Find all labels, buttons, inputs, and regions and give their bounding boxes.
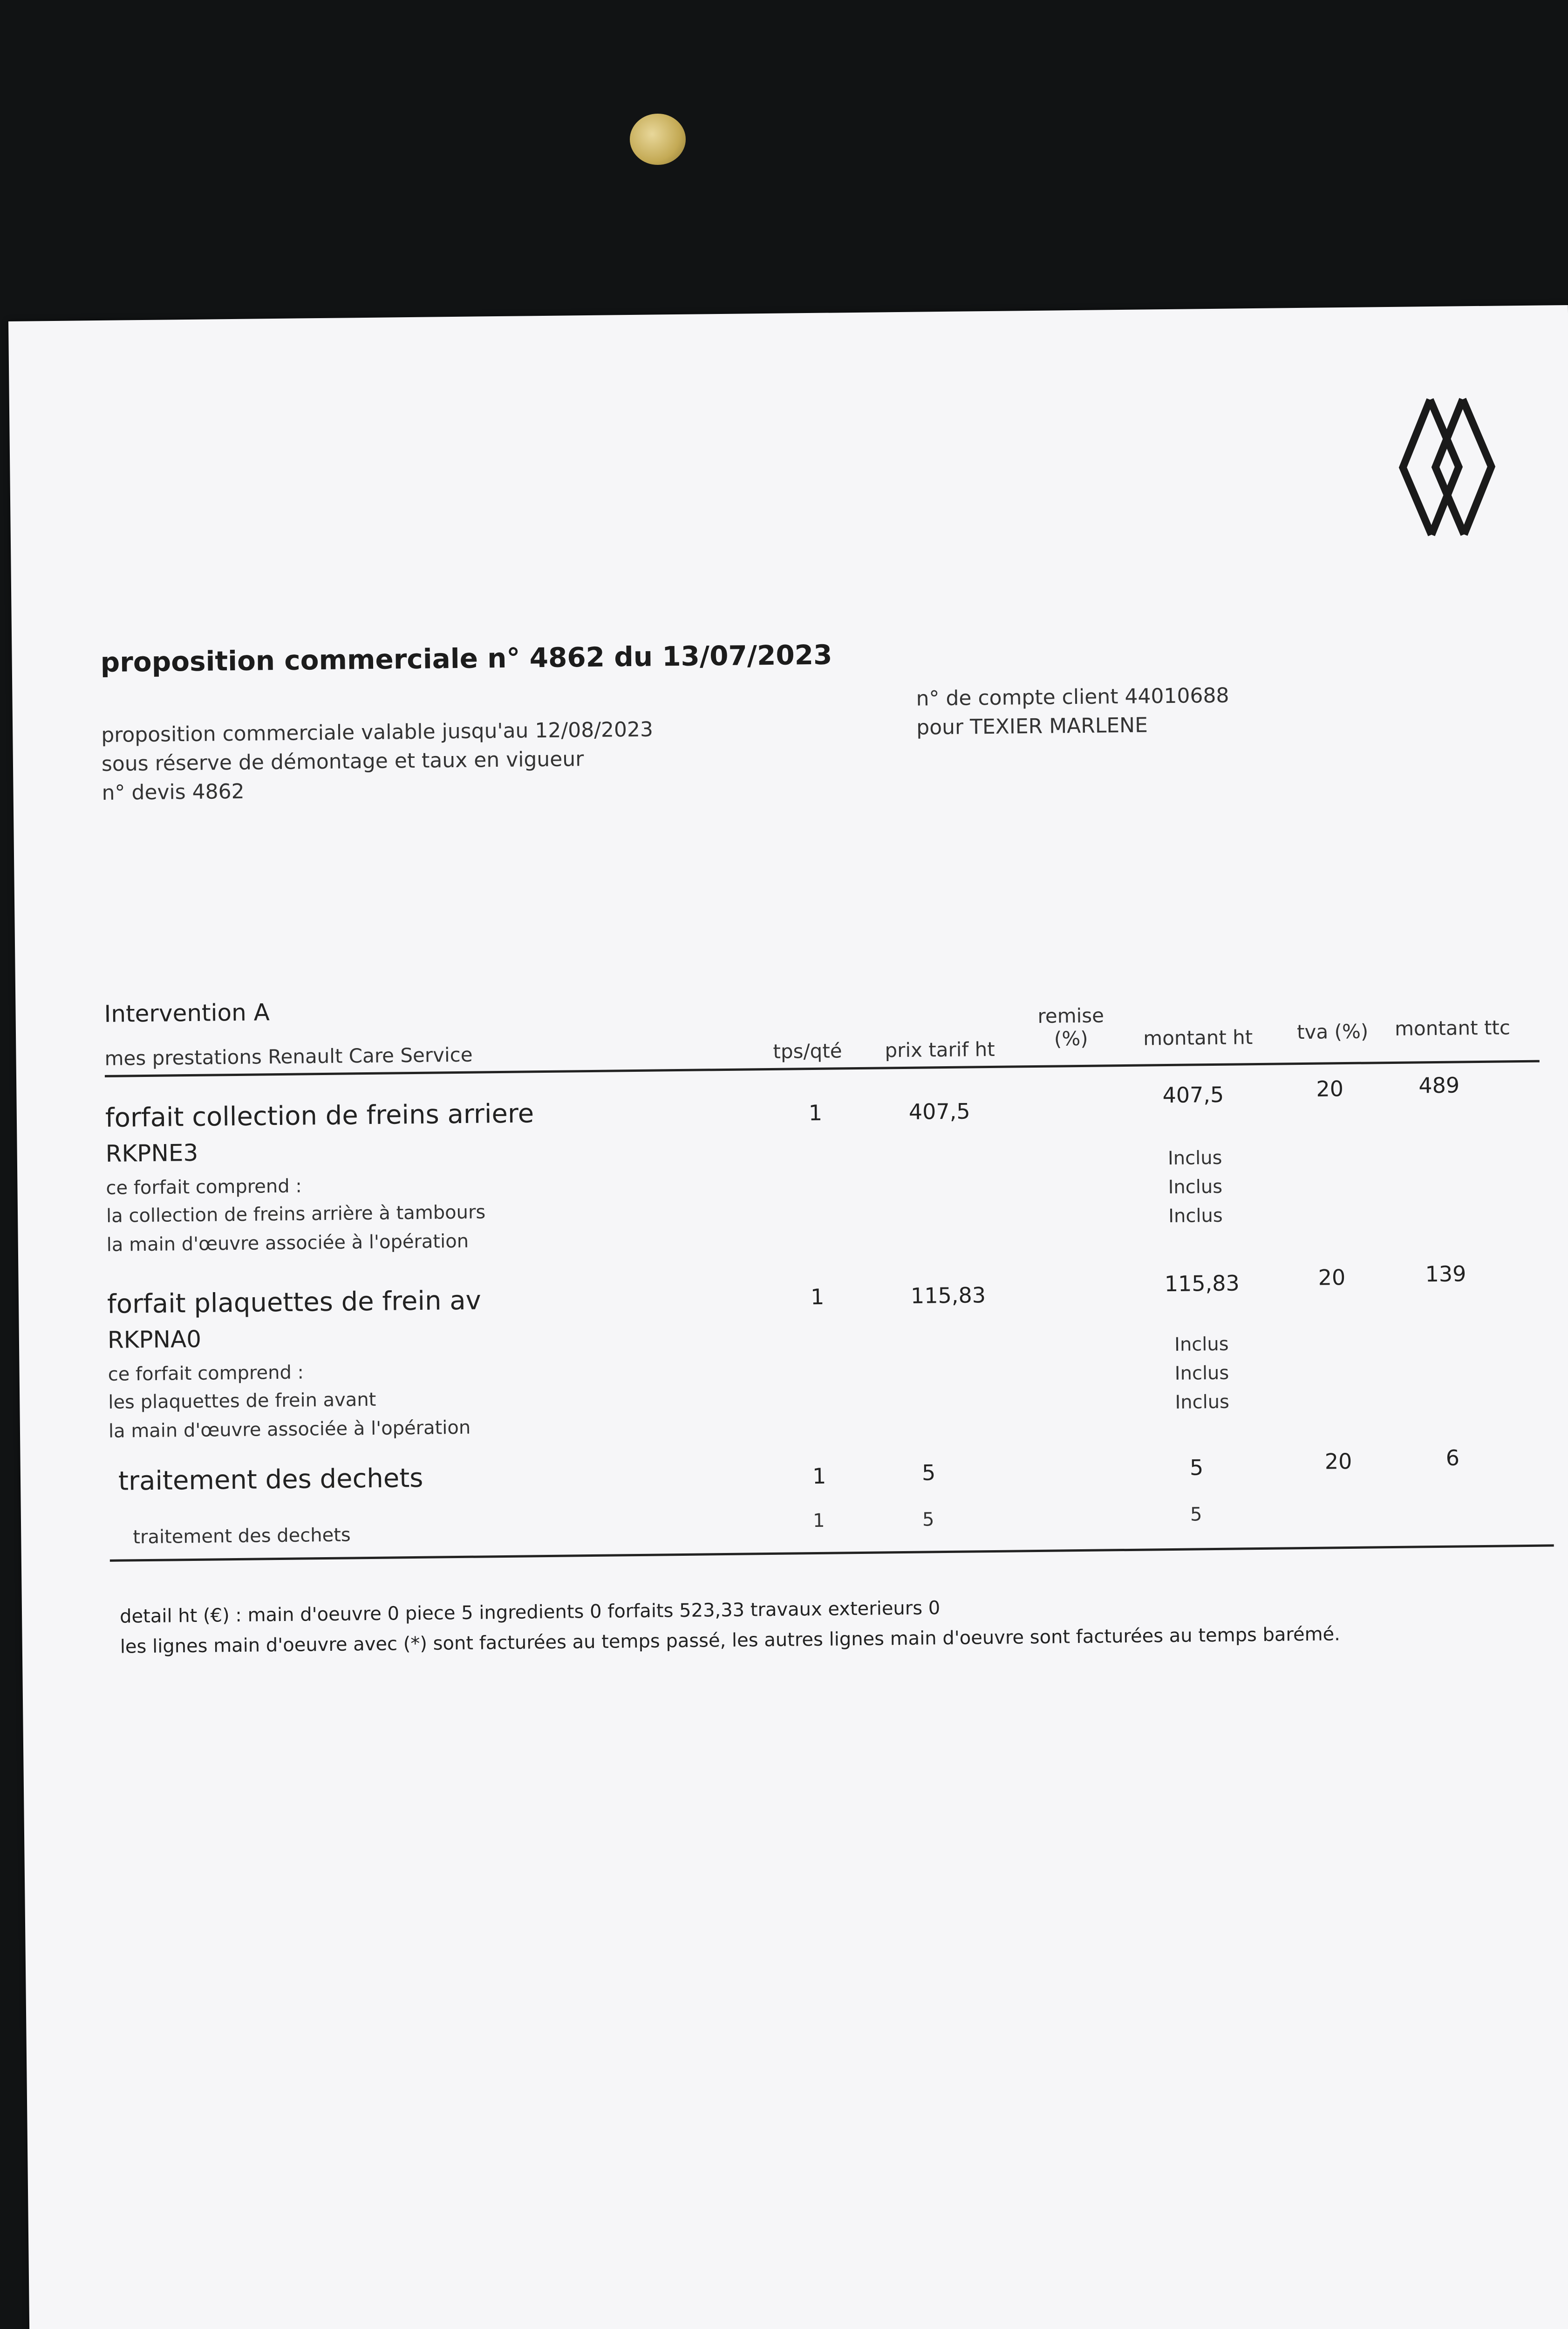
item-2-code: RKPNA0 bbox=[107, 1325, 202, 1354]
item-4-name: traitement des dechets bbox=[133, 1524, 351, 1548]
item-2-amount-ht: 115,83 bbox=[1164, 1270, 1240, 1297]
customer-name: pour TEXIER MARLENE bbox=[916, 713, 1148, 740]
footer-rule bbox=[110, 1544, 1554, 1561]
quote-meta bbox=[101, 715, 654, 808]
item-2-price: 115,83 bbox=[910, 1282, 986, 1308]
item-3-price: 5 bbox=[921, 1460, 936, 1485]
validity-text: proposition commerciale valable jusqu'au 12/08/2023 bbox=[101, 717, 654, 747]
column-discount: remise (%) bbox=[1037, 1004, 1104, 1050]
item-2-include-2: la main d'œuvre associée à l'opération bbox=[108, 1416, 471, 1442]
column-service: mes prestations Renault Care Service bbox=[104, 1043, 473, 1070]
item-4-qty: 1 bbox=[812, 1510, 825, 1532]
item-2-incl-3: Inclus bbox=[1175, 1391, 1230, 1413]
item-2-name: forfait plaquettes de frein av bbox=[107, 1285, 482, 1320]
item-2-qty: 1 bbox=[810, 1284, 825, 1310]
column-qty: tps/qté bbox=[773, 1039, 842, 1063]
item-1-include-2: la main d'œuvre associée à l'opération bbox=[106, 1230, 469, 1256]
item-2-incl-2: Inclus bbox=[1174, 1362, 1229, 1384]
item-3-name: traitement des dechets bbox=[118, 1463, 423, 1497]
item-2-includes-title: ce forfait comprend : bbox=[108, 1362, 304, 1385]
item-1-vat: 20 bbox=[1316, 1076, 1344, 1102]
item-3-vat: 20 bbox=[1324, 1448, 1352, 1474]
item-1-price: 407,5 bbox=[908, 1098, 970, 1124]
item-1-incl-3: Inclus bbox=[1168, 1205, 1223, 1227]
item-2-ttc: 139 bbox=[1425, 1261, 1466, 1287]
item-3-ttc: 6 bbox=[1445, 1445, 1460, 1471]
renault-logo-icon bbox=[1388, 389, 1506, 545]
item-4-price: 5 bbox=[922, 1509, 934, 1531]
column-amount-ht: montant ht bbox=[1143, 1026, 1253, 1050]
item-1-include-1: la collection de freins arrière à tambours bbox=[106, 1201, 486, 1227]
item-3-amount-ht: 5 bbox=[1189, 1455, 1204, 1480]
detail-text: detail ht (€) : main d'oeuvre 0 piece 5 ingredients 0 forfaits 523,33 travaux exterieurs 0 bbox=[119, 1597, 941, 1628]
item-2-incl-1: Inclus bbox=[1174, 1333, 1229, 1355]
column-amount-ttc: montant ttc bbox=[1394, 1016, 1511, 1040]
document-page bbox=[8, 305, 1568, 2329]
item-1-includes-title: ce forfait comprend : bbox=[106, 1175, 302, 1199]
account-number: n° de compte client 44010688 bbox=[916, 683, 1229, 711]
page-title: proposition commerciale n° 4862 du 13/07/2023 bbox=[100, 639, 832, 678]
item-3-qty: 1 bbox=[812, 1463, 826, 1489]
devis-number: n° devis 4862 bbox=[102, 779, 245, 805]
item-1-name: forfait collection de freins arriere bbox=[105, 1098, 534, 1133]
reserve-text: sous réserve de démontage et taux en vigueur bbox=[101, 747, 584, 776]
client-info bbox=[916, 681, 1229, 742]
intervention-title: Intervention A bbox=[104, 999, 270, 1028]
item-2-vat: 20 bbox=[1318, 1265, 1346, 1290]
billing-note: les lignes main d'oeuvre avec (*) sont facturées au temps passé, les autres lignes main d'oeuvre sont facturées au temps barémé. bbox=[120, 1623, 1341, 1658]
item-1-code: RKPNE3 bbox=[105, 1139, 198, 1167]
item-1-incl-1: Inclus bbox=[1167, 1147, 1222, 1170]
item-1-ttc: 489 bbox=[1418, 1072, 1460, 1098]
item-4-amount-ht: 5 bbox=[1190, 1504, 1202, 1525]
column-price: prix tarif ht bbox=[885, 1037, 995, 1062]
pin-top bbox=[630, 114, 686, 165]
column-vat: tva (%) bbox=[1296, 1020, 1369, 1044]
item-1-amount-ht: 407,5 bbox=[1162, 1082, 1224, 1108]
item-2-include-1: les plaquettes de frein avant bbox=[108, 1389, 376, 1413]
item-1-qty: 1 bbox=[808, 1100, 823, 1126]
item-1-incl-2: Inclus bbox=[1168, 1176, 1223, 1199]
